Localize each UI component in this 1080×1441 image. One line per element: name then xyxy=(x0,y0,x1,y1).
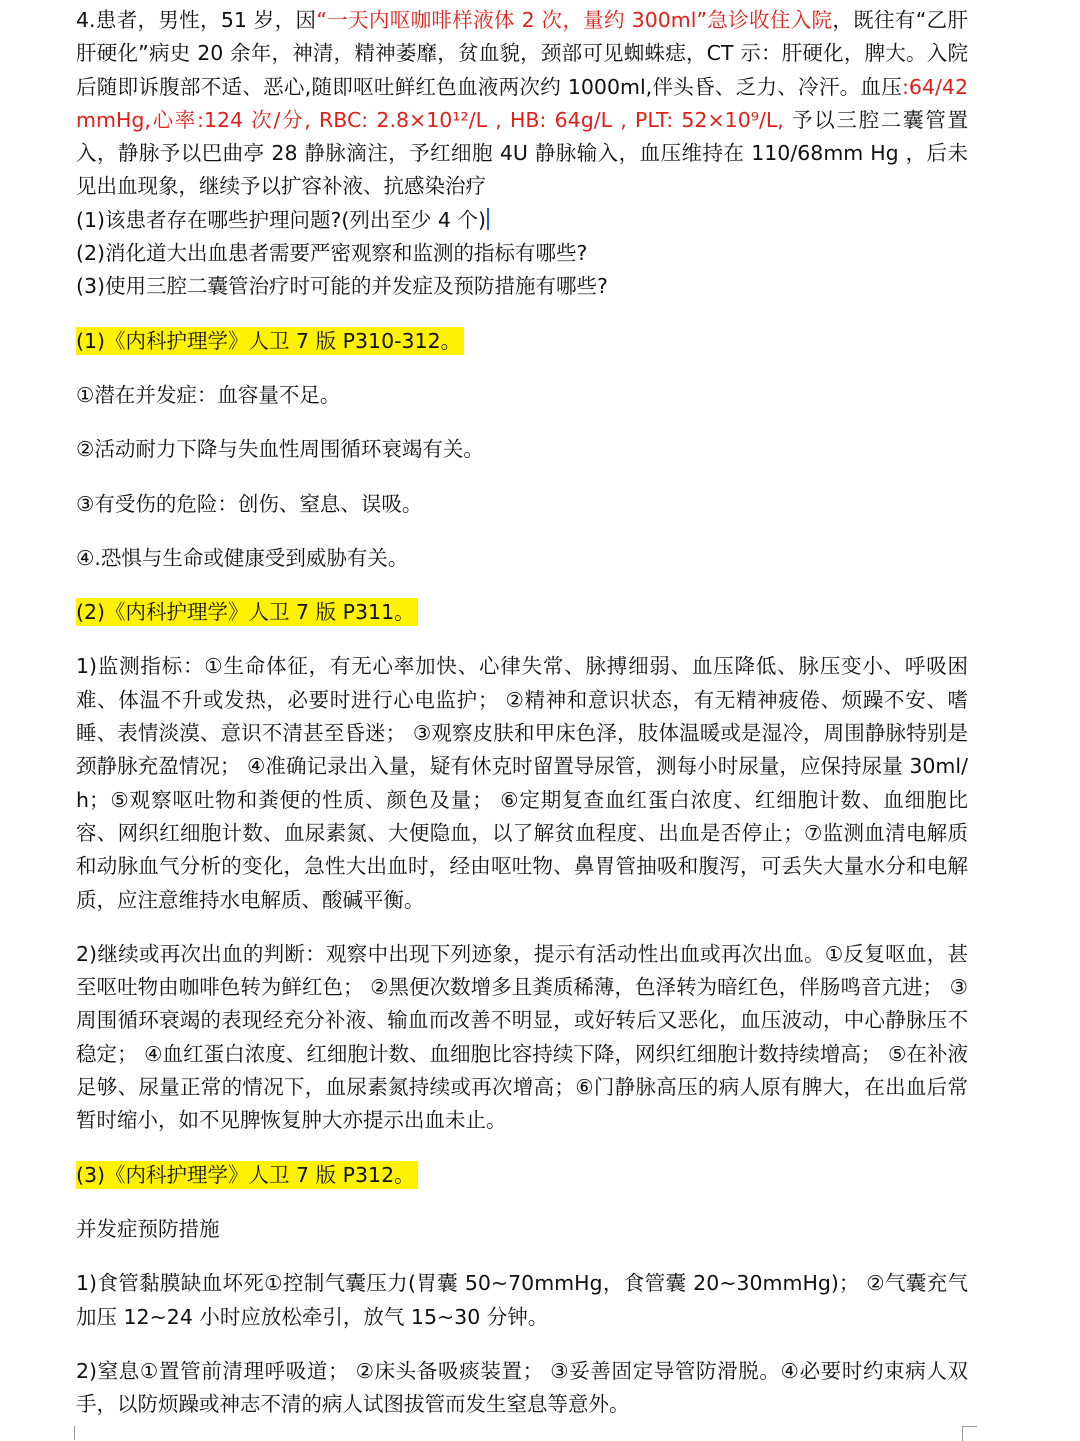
question-3: (3)使用三腔二囊管治疗时可能的并发症及预防措施有哪些? xyxy=(76,274,608,299)
question-1: (1)该患者存在哪些护理问题?(列出至少 4 个) xyxy=(76,204,968,237)
document-page xyxy=(76,4,968,1421)
case-text-1: 4.患者，男性，51 岁，因 xyxy=(76,8,317,32)
answer-1-item: ④.恐惧与生命或健康受到威胁有关。 xyxy=(76,545,409,570)
answer-1-item: ①潜在并发症：血容量不足。 xyxy=(76,382,341,407)
answer-2-monitoring: 1)监测指标：①生命体征，有无心率加快、心律失常、脉搏细弱、血压降低、脉压变小、呼吸困难、体温不升或发热，必要时进行心电监护； ②精神和意识状态，有无精神疲倦、烦躁不安、嗜睡、表情淡漠、意识不清甚至昏迷； ③观察皮肤和甲床色泽，肢体温暖或是湿冷，周围静脉特别是颈静脉充盈情况； ④准确记录出入量，疑有休克时留置导尿管，测每小时尿量，应保持尿量 30ml/h；⑤观察呕吐物和粪便的性质、颜色及量； ⑥定期复查血红蛋白浓度、红细胞计数、血细胞比容、网织红细胞计数、血尿素氮、大便隐血，以了解贫血程度、出血是否停止；⑦监测血清电解质和动脉血气分析的变化，急性大出血时，经由呕吐物、鼻胃管抽吸和腹泻，可丢失大量水分和电解质，应注意维持水电解质、酸碱平衡。 xyxy=(76,654,968,912)
answer-1-item: ②活动耐力下降与失血性周围循环衰竭有关。 xyxy=(76,437,484,462)
case-text-3: 予以三腔二囊管置入，静脉予以巴曲亭 28 静脉滴注，予红细胞 4U 静脉输入，血压维持在 110/68mm Hg ，后未见出血现象，继续予以扩容补液、抗感染治疗 xyxy=(76,107,968,199)
answer-3-subheading: 并发症预防措施 xyxy=(76,1216,220,1241)
case-vitals: :64/42mmHg,心率:124 次/分, RBC: 2.8×10¹²/L , HB: 64g/L , PLT: 52×10⁹/L, xyxy=(76,74,968,132)
page-margin-mark xyxy=(962,1426,977,1441)
case-description xyxy=(76,4,968,204)
answer-3-heading: (3)《内科护理学》人卫 7 版 P312。 xyxy=(76,1161,418,1189)
text-cursor xyxy=(487,208,489,230)
case-chief-complaint: “一天内呕咖啡样液体 2 次，量约 300ml”急诊收住入院 xyxy=(316,8,833,32)
question-2: (2)消化道大出血患者需要严密观察和监测的指标有哪些? xyxy=(76,241,588,266)
case-text-2: ，既往有“乙肝肝硬化”病史 20 余年，神清，精神萎靡，贫血貌，颈部可见蜘蛛痣，CT 示：肝硬化，脾大。入院后随即诉腹部不适、恶心,随即呕吐鲜红色血液两次约 1000ml,伴头昏、乏力、冷汗。血压 xyxy=(76,8,968,99)
answer-1-heading: (1)《内科护理学》人卫 7 版 P310-312。 xyxy=(76,327,464,355)
answer-3-asphyxia: 2)窒息①置管前清理呼吸道； ②床头备吸痰装置； ③妥善固定导管防滑脱。④必要时约束病人双手，以防烦躁或神志不清的病人试图拔管而发生窒息等意外。 xyxy=(76,1358,968,1417)
page-margin-mark xyxy=(62,1426,75,1440)
answer-3-esophageal: 1)食管黏膜缺血坏死①控制气囊压力(胃囊 50~70mmHg，食管囊 20~30mmHg)； ②气囊充气加压 12~24 小时应放松牵引，放气 15~30 分钟。 xyxy=(76,1271,968,1329)
answer-2-heading: (2)《内科护理学》人卫 7 版 P311。 xyxy=(76,598,418,626)
answer-2-rebleeding: 2)继续或再次出血的判断：观察中出现下列迹象，提示有活动性出血或再次出血。①反复呕血，甚至呕吐物由咖啡色转为鲜红色； ②黑便次数增多且粪质稀薄，色泽转为暗红色，伴肠鸣音亢进； ③周围循环衰竭的表现经充分补液、输血而改善不明显，或好转后又恶化，血压波动，中心静脉压不稳定； ④血红蛋白浓度、红细胞计数、血细胞比容持续下降，网织红细胞计数持续增高； ⑤在补液足够、尿量正常的情况下，血尿素氮持续或再次增高；⑥门静脉高压的病人原有脾大，在出血后常暂时缩小，如不见脾恢复肿大亦提示出血未止。 xyxy=(76,941,968,1133)
answer-1-item: ③有受伤的危险：创伤、窒息、误吸。 xyxy=(76,491,423,516)
